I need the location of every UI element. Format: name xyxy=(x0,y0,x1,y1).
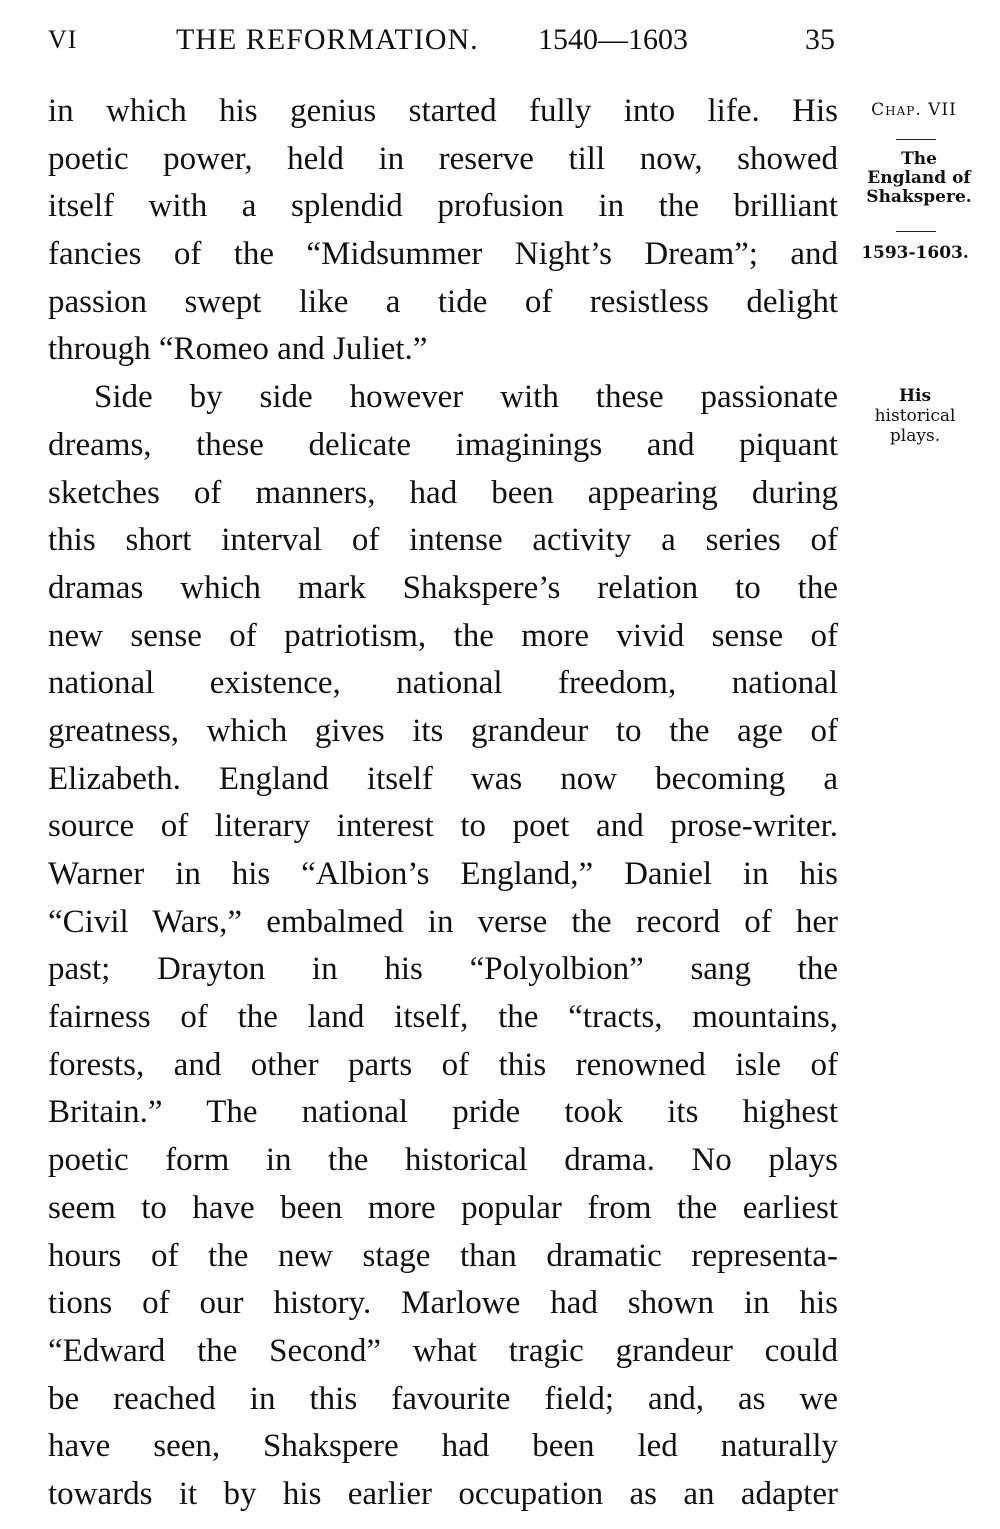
running-head xyxy=(48,18,838,62)
text-line: national existence, national freedom, national xyxy=(48,665,838,702)
text-line: passion swept like a tide of resistless delight xyxy=(48,283,838,320)
text-line: hours of the new stage than dramatic representa- xyxy=(48,1237,838,1274)
margin-sidenote-line: His xyxy=(898,386,932,406)
text-line: past; Drayton in his “Polyolbion” sang the xyxy=(48,951,838,988)
text-line: in which his genius started fully into life. His xyxy=(48,93,838,129)
body-text xyxy=(48,88,838,1519)
margin-topic-line: Shakspere. xyxy=(866,187,972,207)
text-line: greatness, which gives its grandeur to the age of xyxy=(48,712,838,749)
page-number: 35 xyxy=(805,23,835,56)
text-line: forests, and other parts of this renowned isle of xyxy=(48,1046,838,1083)
text-line: fairness of the land itself, the “tracts, mountains, xyxy=(48,999,838,1036)
margin-years: 1593-1603. xyxy=(861,243,969,263)
margin-topic-line: The xyxy=(901,149,937,169)
running-head-dates: 1540—1603 xyxy=(538,23,688,56)
text-line: towards it by his earlier occupation as an adapter xyxy=(48,1475,838,1512)
margin-sidenote-line: historical xyxy=(874,406,956,426)
text-line: Elizabeth. England itself was now becoming a xyxy=(48,760,838,797)
text-line: be reached in this favourite field; and, as we xyxy=(48,1380,838,1417)
text-line: “Edward the Second” what tragic grandeur could xyxy=(48,1332,838,1369)
margin-sidenote-line: plays. xyxy=(889,426,941,446)
text-line: this short interval of intense activity a series of xyxy=(48,522,838,559)
margin-divider xyxy=(896,231,936,232)
margin-sidenote xyxy=(852,386,978,446)
text-line: through “Romeo and Juliet.” xyxy=(48,331,428,368)
text-line: seem to have been more popular from the earliest xyxy=(48,1189,838,1226)
text-line: “Civil Wars,” embalmed in verse the record of her xyxy=(48,903,838,940)
text-line: Side by side however with these passionate xyxy=(94,379,838,416)
text-line: new sense of patriotism, the more vivid sense of xyxy=(48,617,838,654)
text-line: have seen, Shakspere had been led naturally xyxy=(48,1428,838,1465)
text-line: sketches of manners, had been appearing during xyxy=(48,474,838,511)
text-line: poetic form in the historical drama. No plays xyxy=(48,1142,838,1179)
text-line: poetic power, held in reserve till now, showed xyxy=(48,140,838,177)
running-head-chapter: VI xyxy=(48,25,78,54)
text-line: tions of our history. Marlowe had shown in his xyxy=(48,1285,838,1322)
text-line: dreams, these delicate imaginings and piquant xyxy=(48,426,838,463)
margin-topic xyxy=(852,150,986,207)
margin-chapter-ref: Chap. VII xyxy=(871,100,957,120)
text-line: dramas which mark Shakspere’s relation to the xyxy=(48,569,838,606)
text-line: fancies of the “Midsummer Night’s Dream”; and xyxy=(48,236,838,273)
running-head-title: THE REFORMATION. xyxy=(176,23,479,56)
margin-divider xyxy=(896,139,936,140)
text-line: source of literary interest to poet and prose-writer. xyxy=(48,808,838,845)
text-line: itself with a splendid profusion in the brilliant xyxy=(48,188,838,225)
text-line: Britain.” The national pride took its highest xyxy=(48,1094,838,1131)
text-line: Warner in his “Albion’s England,” Daniel in his xyxy=(48,856,838,892)
margin-topic-line: England of xyxy=(867,168,971,188)
